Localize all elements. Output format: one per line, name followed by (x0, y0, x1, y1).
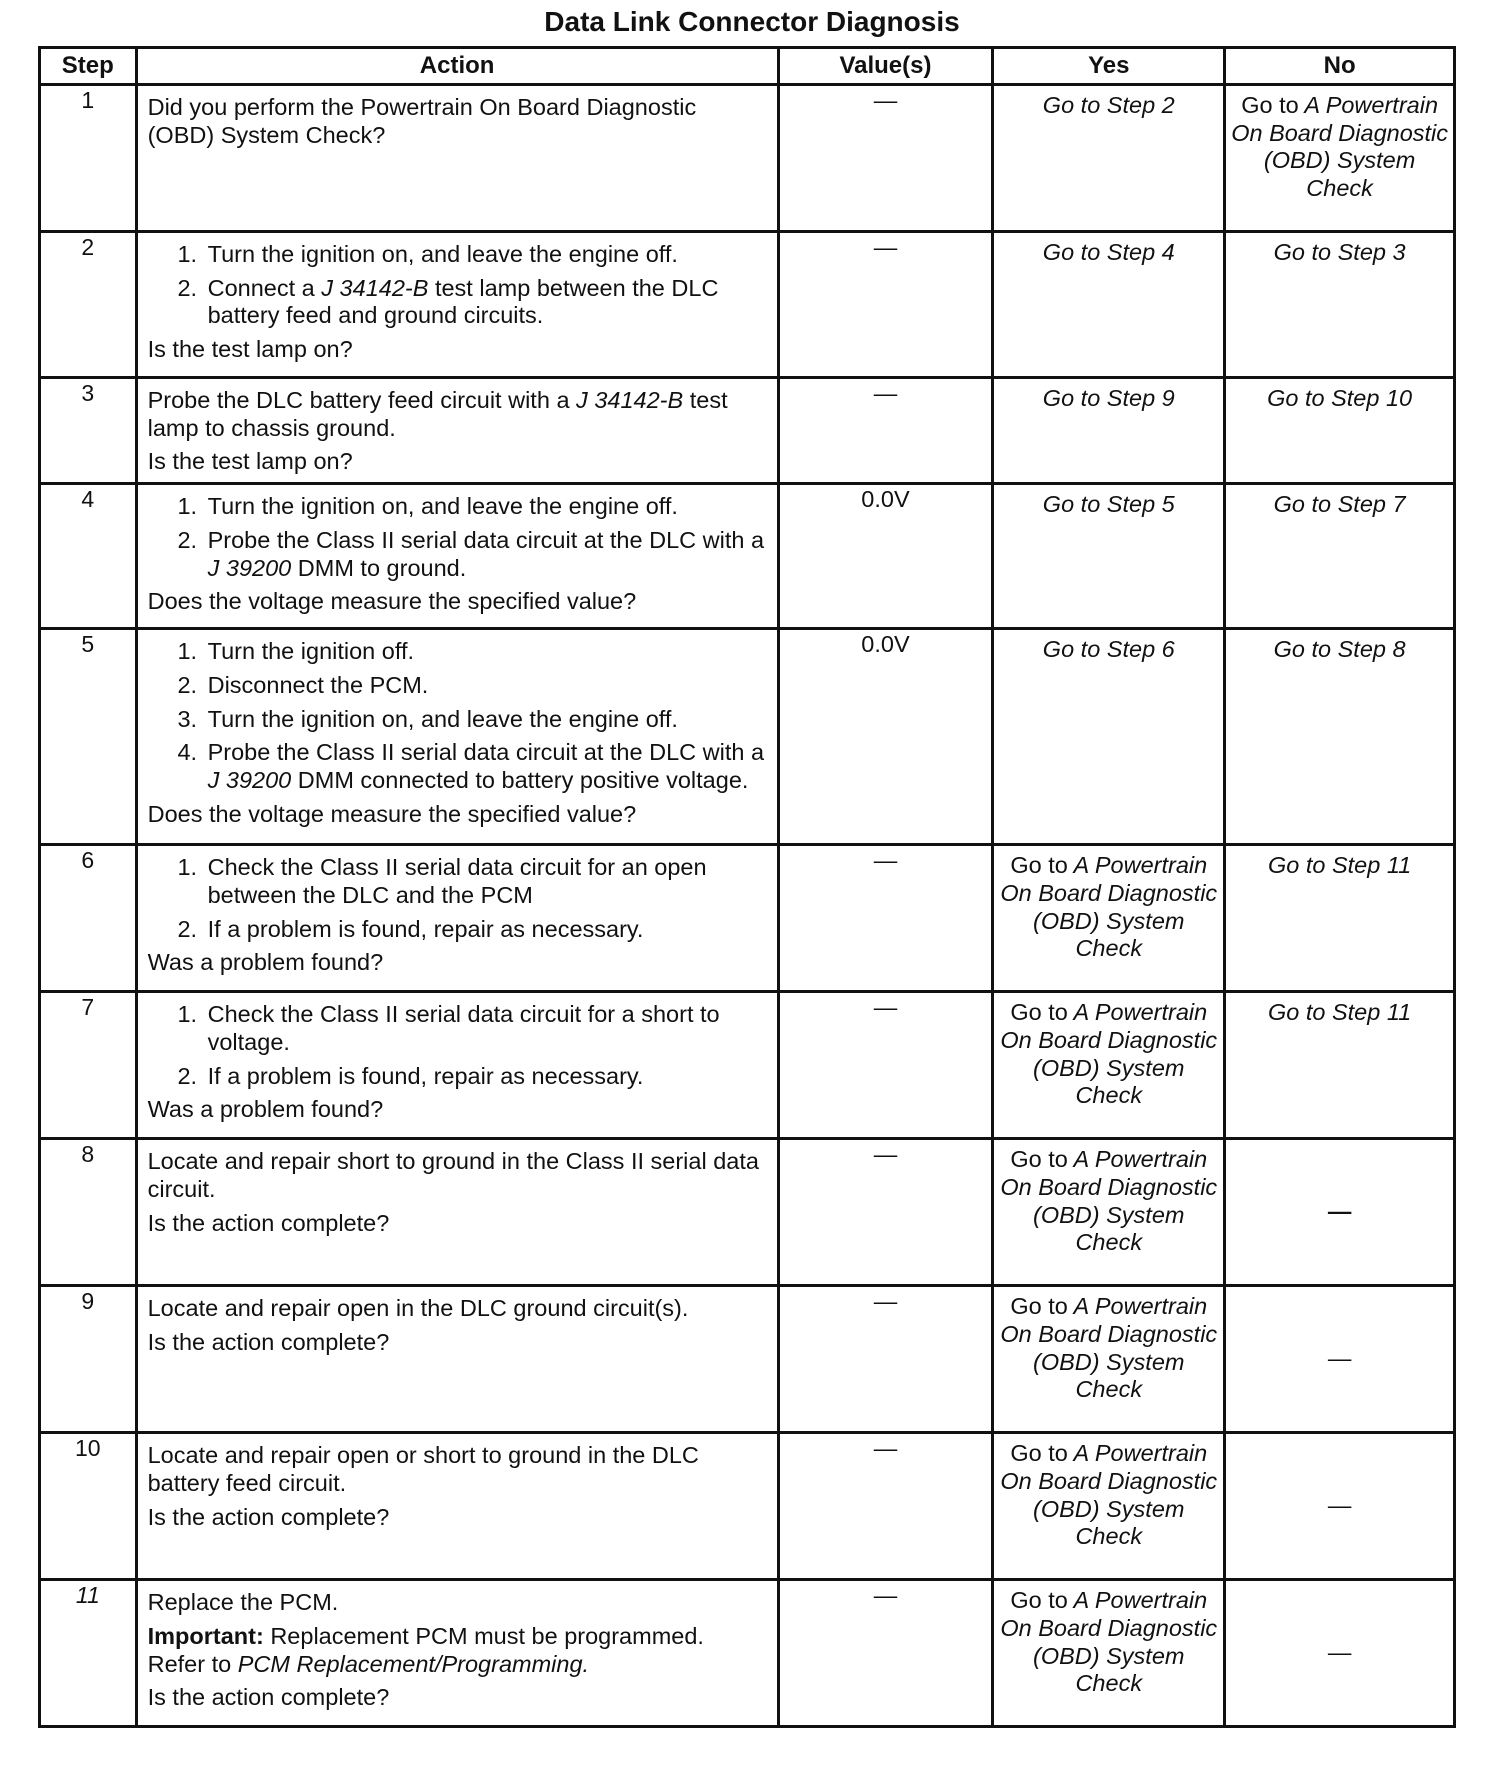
substep: 1. Check the Class II serial data circuit for a short to voltage. (204, 1001, 767, 1056)
question: Is the action complete? (147, 1328, 390, 1355)
procedure-reference: PCM Replacement/Programming. (237, 1650, 590, 1677)
table-row (40, 629, 1455, 845)
yes-cell: Go to Step 2 (993, 85, 1225, 232)
substep: 1. Turn the ignition on, and leave the engine off. (204, 493, 767, 521)
step-number: 11 (40, 1580, 137, 1727)
go-to-prefix: Go to (1241, 92, 1299, 118)
obd-reference: Powertrain On Board Diagnostic (OBD) System Check (1000, 1440, 1218, 1550)
yes-cell: Go to Step 5 (993, 484, 1225, 629)
dash-mark: — (1327, 1198, 1352, 1225)
substep-text: Probe the Class II serial data circuit at the DLC with a (207, 526, 765, 553)
step-number: 1 (40, 85, 137, 232)
substep (204, 275, 767, 330)
obd-letter: A (1073, 852, 1089, 879)
no-cell: Go to Step 10 (1225, 378, 1455, 484)
no-cell: — (1225, 1433, 1455, 1580)
substep: 1. Turn the ignition off. (204, 638, 767, 666)
no-cell: Go to Step 11 (1225, 992, 1455, 1139)
value-cell: — (778, 1580, 993, 1727)
no-cell (1225, 1139, 1455, 1286)
value-cell: 0.0V (778, 629, 993, 845)
table-row (40, 1580, 1455, 1727)
action-cell (136, 484, 778, 629)
step-number: 7 (40, 992, 137, 1139)
substep-list (148, 1001, 767, 1090)
obd-reference: Powertrain On Board Diagnostic (OBD) System Check (1000, 1587, 1218, 1697)
page-title: Data Link Connector Diagnosis (544, 6, 960, 37)
substep: 3. Turn the ignition on, and leave the engine off. (204, 706, 767, 734)
table-row (40, 1139, 1455, 1286)
table-row (40, 378, 1455, 484)
value-cell: — (778, 1286, 993, 1433)
value-cell: — (778, 85, 993, 232)
substep-list (148, 241, 767, 330)
step-number: 9 (40, 1286, 137, 1433)
action-cell (136, 1433, 778, 1580)
obd-letter: A (1073, 1440, 1089, 1467)
tool-name: J 39200 (207, 767, 292, 794)
yes-cell (993, 1139, 1225, 1286)
substep-text: DMM connected to battery positive voltage. (297, 767, 749, 794)
no-cell (1225, 85, 1455, 232)
obd-reference: Powertrain On Board Diagnostic (OBD) System Check (1000, 999, 1218, 1109)
substep-text: DMM to ground. (297, 554, 467, 581)
question: Is the test lamp on? (147, 336, 353, 363)
value-cell: — (778, 232, 993, 378)
substep-text: test lamp between the DLC battery feed and ground circuits. (207, 274, 719, 329)
question: Does the voltage measure the specified value? (147, 800, 637, 827)
tool-name: J 34142-B (321, 274, 429, 301)
table-row (40, 845, 1455, 992)
diagnosis-table (38, 46, 1456, 1728)
yes-cell (993, 1433, 1225, 1580)
step-number: 4 (40, 484, 137, 629)
tool-name: J 34142-B (576, 387, 684, 413)
yes-cell: Go to Step 9 (993, 378, 1225, 484)
substep-text: Connect a (207, 274, 315, 301)
substep-text: Probe the Class II serial data circuit at the DLC with a (207, 739, 765, 766)
yes-cell: Go to Step 4 (993, 232, 1225, 378)
value-cell: — (778, 992, 993, 1139)
question: Is the test lamp on? (147, 448, 353, 475)
yes-cell (993, 845, 1225, 992)
no-cell: Go to Step 3 (1225, 232, 1455, 378)
no-cell: Go to Step 8 (1225, 629, 1455, 845)
no-cell: — (1225, 1286, 1455, 1433)
substep-list (148, 638, 767, 795)
obd-letter: A (1073, 1293, 1089, 1320)
yes-cell: Go to Step 6 (993, 629, 1225, 845)
action-cell (136, 85, 778, 232)
important-label: Important: (147, 1622, 264, 1649)
question: Is the action complete? (147, 1209, 390, 1236)
step-number: 8 (40, 1139, 137, 1286)
action-cell (136, 1286, 778, 1433)
action-cell (136, 845, 778, 992)
table-row (40, 232, 1455, 378)
substep: 2. If a problem is found, repair as necessary. (204, 916, 767, 944)
table-row (40, 484, 1455, 629)
action-cell (136, 992, 778, 1139)
obd-reference: Powertrain On Board Diagnostic (OBD) System Check (1231, 92, 1449, 202)
step-number: 3 (40, 378, 137, 484)
column-header-action: Action (136, 48, 778, 85)
column-header-values: Value(s) (778, 48, 993, 85)
substep-list (148, 854, 767, 943)
obd-letter: A (1073, 1587, 1089, 1614)
value-cell: — (778, 845, 993, 992)
obd-reference: Powertrain On Board Diagnostic (OBD) System Check (1000, 852, 1218, 962)
yes-cell (993, 992, 1225, 1139)
substep: 1. Turn the ignition on, and leave the engine off. (204, 241, 767, 269)
action-cell (136, 378, 778, 484)
step-number: 2 (40, 232, 137, 378)
column-header-no: No (1225, 48, 1455, 85)
substep: 1. Check the Class II serial data circuit for an open between the DLC and the PCM (204, 854, 767, 909)
question: Does the voltage measure the specified value? (147, 588, 637, 615)
obd-letter: A (1073, 1146, 1089, 1173)
go-to-prefix: Go to (1010, 1293, 1068, 1320)
table-row (40, 85, 1455, 232)
value-cell: 0.0V (778, 484, 993, 629)
value-cell: — (778, 378, 993, 484)
yes-cell (993, 1580, 1225, 1727)
question: Is the action complete? (147, 1503, 390, 1530)
important-text: Replacement PCM must be programmed. Refer to (147, 1622, 704, 1677)
value-cell: — (778, 1139, 993, 1286)
action-text-part: test lamp to chassis ground. (147, 387, 728, 441)
action-text: Replace the PCM. (147, 1589, 339, 1616)
action-text-part: Probe the DLC battery feed circuit with a (147, 387, 570, 413)
no-cell: — (1225, 1580, 1455, 1727)
substep (204, 739, 767, 794)
action-text: Locate and repair short to ground in the Class II serial data circuit. (147, 1148, 759, 1202)
action-cell (136, 232, 778, 378)
obd-reference: Powertrain On Board Diagnostic (OBD) System Check (1000, 1146, 1218, 1256)
step-number: 10 (40, 1433, 137, 1580)
table-header-row (40, 48, 1455, 85)
step-number: 5 (40, 629, 137, 845)
go-to-prefix: Go to (1010, 1146, 1068, 1173)
substep: 2. Disconnect the PCM. (204, 672, 767, 700)
yes-cell (993, 1286, 1225, 1433)
action-text: Locate and repair open or short to ground in the DLC battery feed circuit. (147, 1442, 699, 1496)
go-to-prefix: Go to (1010, 852, 1068, 879)
value-cell: — (778, 1433, 993, 1580)
action-text: Did you perform the Powertrain On Board Diagnostic (OBD) System Check? (147, 94, 697, 148)
column-header-yes: Yes (993, 48, 1225, 85)
action-text (148, 387, 767, 442)
substep: 2. If a problem is found, repair as necessary. (204, 1063, 767, 1091)
go-to-prefix: Go to (1010, 1440, 1068, 1467)
step-number: 6 (40, 845, 137, 992)
action-cell (136, 1139, 778, 1286)
table-row (40, 992, 1455, 1139)
obd-letter: A (1304, 92, 1320, 118)
question: Was a problem found? (147, 1096, 384, 1123)
obd-letter: A (1073, 999, 1089, 1026)
table-row (40, 1286, 1455, 1433)
go-to-prefix: Go to (1010, 999, 1068, 1026)
no-cell: Go to Step 7 (1225, 484, 1455, 629)
tool-name: J 39200 (207, 554, 292, 581)
question: Was a problem found? (147, 949, 384, 976)
substep (204, 527, 767, 582)
action-cell (136, 629, 778, 845)
action-text: Locate and repair open in the DLC ground circuit(s). (147, 1295, 689, 1322)
action-cell (136, 1580, 778, 1727)
question: Is the action complete? (147, 1684, 390, 1711)
go-to-prefix: Go to (1010, 1587, 1068, 1614)
obd-reference: Powertrain On Board Diagnostic (OBD) System Check (1000, 1293, 1218, 1403)
important-note (148, 1623, 767, 1678)
substep-list (148, 493, 767, 582)
table-row (40, 1433, 1455, 1580)
no-cell: Go to Step 11 (1225, 845, 1455, 992)
column-header-step: Step (40, 48, 137, 85)
